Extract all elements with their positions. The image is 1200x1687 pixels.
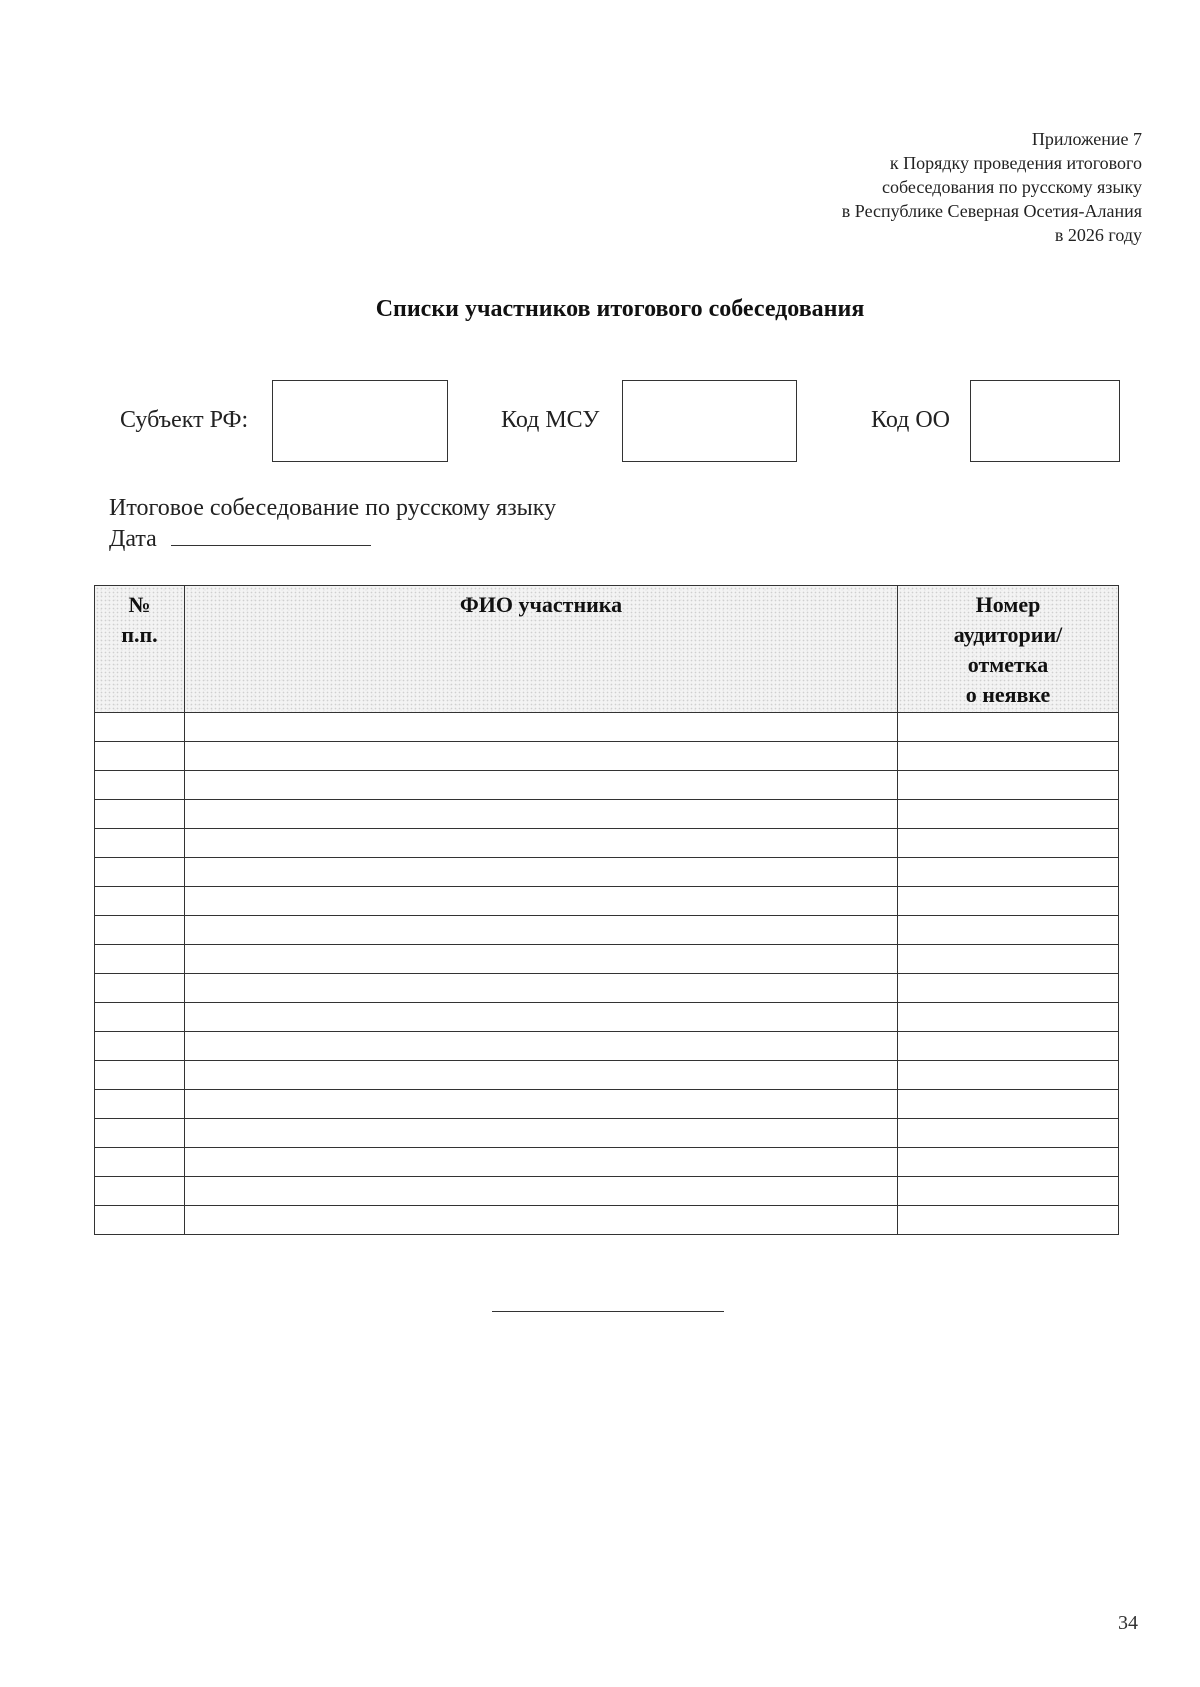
subject-label: Субъект РФ: bbox=[120, 407, 249, 433]
date-label: Дата bbox=[109, 526, 157, 552]
footer-divider bbox=[492, 1311, 724, 1312]
room-cell[interactable] bbox=[898, 858, 1119, 887]
table-row bbox=[95, 829, 1119, 858]
room-cell[interactable] bbox=[898, 1177, 1119, 1206]
number-cell[interactable] bbox=[95, 742, 185, 771]
table-row bbox=[95, 1032, 1119, 1061]
msu-code-label: Код МСУ bbox=[501, 407, 600, 433]
room-cell[interactable] bbox=[898, 1119, 1119, 1148]
room-cell[interactable] bbox=[898, 974, 1119, 1003]
number-cell[interactable] bbox=[95, 1148, 185, 1177]
number-cell[interactable] bbox=[95, 1003, 185, 1032]
fio-cell[interactable] bbox=[185, 742, 898, 771]
table-row bbox=[95, 1003, 1119, 1032]
appendix-line: к Порядку проведения итогового bbox=[889, 153, 1142, 173]
header-fio: ФИО участника bbox=[185, 586, 898, 713]
date-line bbox=[109, 525, 371, 553]
fio-cell[interactable] bbox=[185, 1177, 898, 1206]
fio-cell[interactable] bbox=[185, 1148, 898, 1177]
participants-table bbox=[94, 585, 1119, 1235]
room-cell[interactable] bbox=[898, 1003, 1119, 1032]
fio-cell[interactable] bbox=[185, 1119, 898, 1148]
table-row bbox=[95, 916, 1119, 945]
appendix-note bbox=[842, 127, 1142, 247]
msu-code-box[interactable] bbox=[622, 380, 797, 462]
appendix-line: Приложение 7 bbox=[1031, 129, 1142, 149]
fio-cell[interactable] bbox=[185, 771, 898, 800]
table-row bbox=[95, 713, 1119, 742]
table-body bbox=[95, 713, 1119, 1235]
number-cell[interactable] bbox=[95, 713, 185, 742]
fio-cell[interactable] bbox=[185, 800, 898, 829]
room-cell[interactable] bbox=[898, 829, 1119, 858]
number-cell[interactable] bbox=[95, 1119, 185, 1148]
fio-cell[interactable] bbox=[185, 1032, 898, 1061]
room-cell[interactable] bbox=[898, 1206, 1119, 1235]
table-row bbox=[95, 945, 1119, 974]
exam-subject-line: Итоговое собеседование по русскому языку bbox=[109, 495, 557, 521]
fio-cell[interactable] bbox=[185, 974, 898, 1003]
header-number: № п.п. bbox=[95, 586, 185, 713]
fio-cell[interactable] bbox=[185, 916, 898, 945]
room-cell[interactable] bbox=[898, 742, 1119, 771]
page-number: 34 bbox=[1118, 1612, 1138, 1634]
table-row bbox=[95, 974, 1119, 1003]
table-row bbox=[95, 800, 1119, 829]
table-header-row bbox=[95, 586, 1119, 713]
number-cell[interactable] bbox=[95, 771, 185, 800]
room-cell[interactable] bbox=[898, 916, 1119, 945]
header-room: Номер аудитории/ отметка о неявке bbox=[898, 586, 1119, 713]
table-row bbox=[95, 1119, 1119, 1148]
number-cell[interactable] bbox=[95, 1032, 185, 1061]
table-row bbox=[95, 1206, 1119, 1235]
room-cell[interactable] bbox=[898, 1032, 1119, 1061]
number-cell[interactable] bbox=[95, 1061, 185, 1090]
oo-code-label: Код ОО bbox=[871, 407, 950, 433]
fio-cell[interactable] bbox=[185, 713, 898, 742]
table-row bbox=[95, 887, 1119, 916]
number-cell[interactable] bbox=[95, 1206, 185, 1235]
room-cell[interactable] bbox=[898, 887, 1119, 916]
fio-cell[interactable] bbox=[185, 1003, 898, 1032]
fio-cell[interactable] bbox=[185, 1206, 898, 1235]
number-cell[interactable] bbox=[95, 974, 185, 1003]
date-blank-field[interactable] bbox=[171, 525, 371, 546]
room-cell[interactable] bbox=[898, 1090, 1119, 1119]
fio-cell[interactable] bbox=[185, 1061, 898, 1090]
room-cell[interactable] bbox=[898, 771, 1119, 800]
table-row bbox=[95, 1148, 1119, 1177]
number-cell[interactable] bbox=[95, 887, 185, 916]
appendix-line: в Республике Северная Осетия-Алания bbox=[841, 201, 1142, 221]
number-cell[interactable] bbox=[95, 1177, 185, 1206]
oo-code-box[interactable] bbox=[970, 380, 1120, 462]
fio-cell[interactable] bbox=[185, 945, 898, 974]
room-cell[interactable] bbox=[898, 1061, 1119, 1090]
number-cell[interactable] bbox=[95, 829, 185, 858]
document-title: Списки участников итогового собеседования bbox=[375, 296, 865, 322]
number-cell[interactable] bbox=[95, 858, 185, 887]
table-row bbox=[95, 742, 1119, 771]
number-cell[interactable] bbox=[95, 916, 185, 945]
appendix-line: в 2026 году bbox=[1054, 225, 1142, 245]
number-cell[interactable] bbox=[95, 945, 185, 974]
room-cell[interactable] bbox=[898, 945, 1119, 974]
table-row bbox=[95, 1090, 1119, 1119]
number-cell[interactable] bbox=[95, 1090, 185, 1119]
fio-cell[interactable] bbox=[185, 829, 898, 858]
room-cell[interactable] bbox=[898, 713, 1119, 742]
number-cell[interactable] bbox=[95, 800, 185, 829]
appendix-line: собеседования по русскому языку bbox=[882, 177, 1142, 197]
table-row bbox=[95, 1061, 1119, 1090]
table-row bbox=[95, 771, 1119, 800]
room-cell[interactable] bbox=[898, 800, 1119, 829]
room-cell[interactable] bbox=[898, 1148, 1119, 1177]
table-row bbox=[95, 1177, 1119, 1206]
subject-code-box[interactable] bbox=[272, 380, 448, 462]
table-row bbox=[95, 858, 1119, 887]
fio-cell[interactable] bbox=[185, 887, 898, 916]
fio-cell[interactable] bbox=[185, 1090, 898, 1119]
fio-cell[interactable] bbox=[185, 858, 898, 887]
